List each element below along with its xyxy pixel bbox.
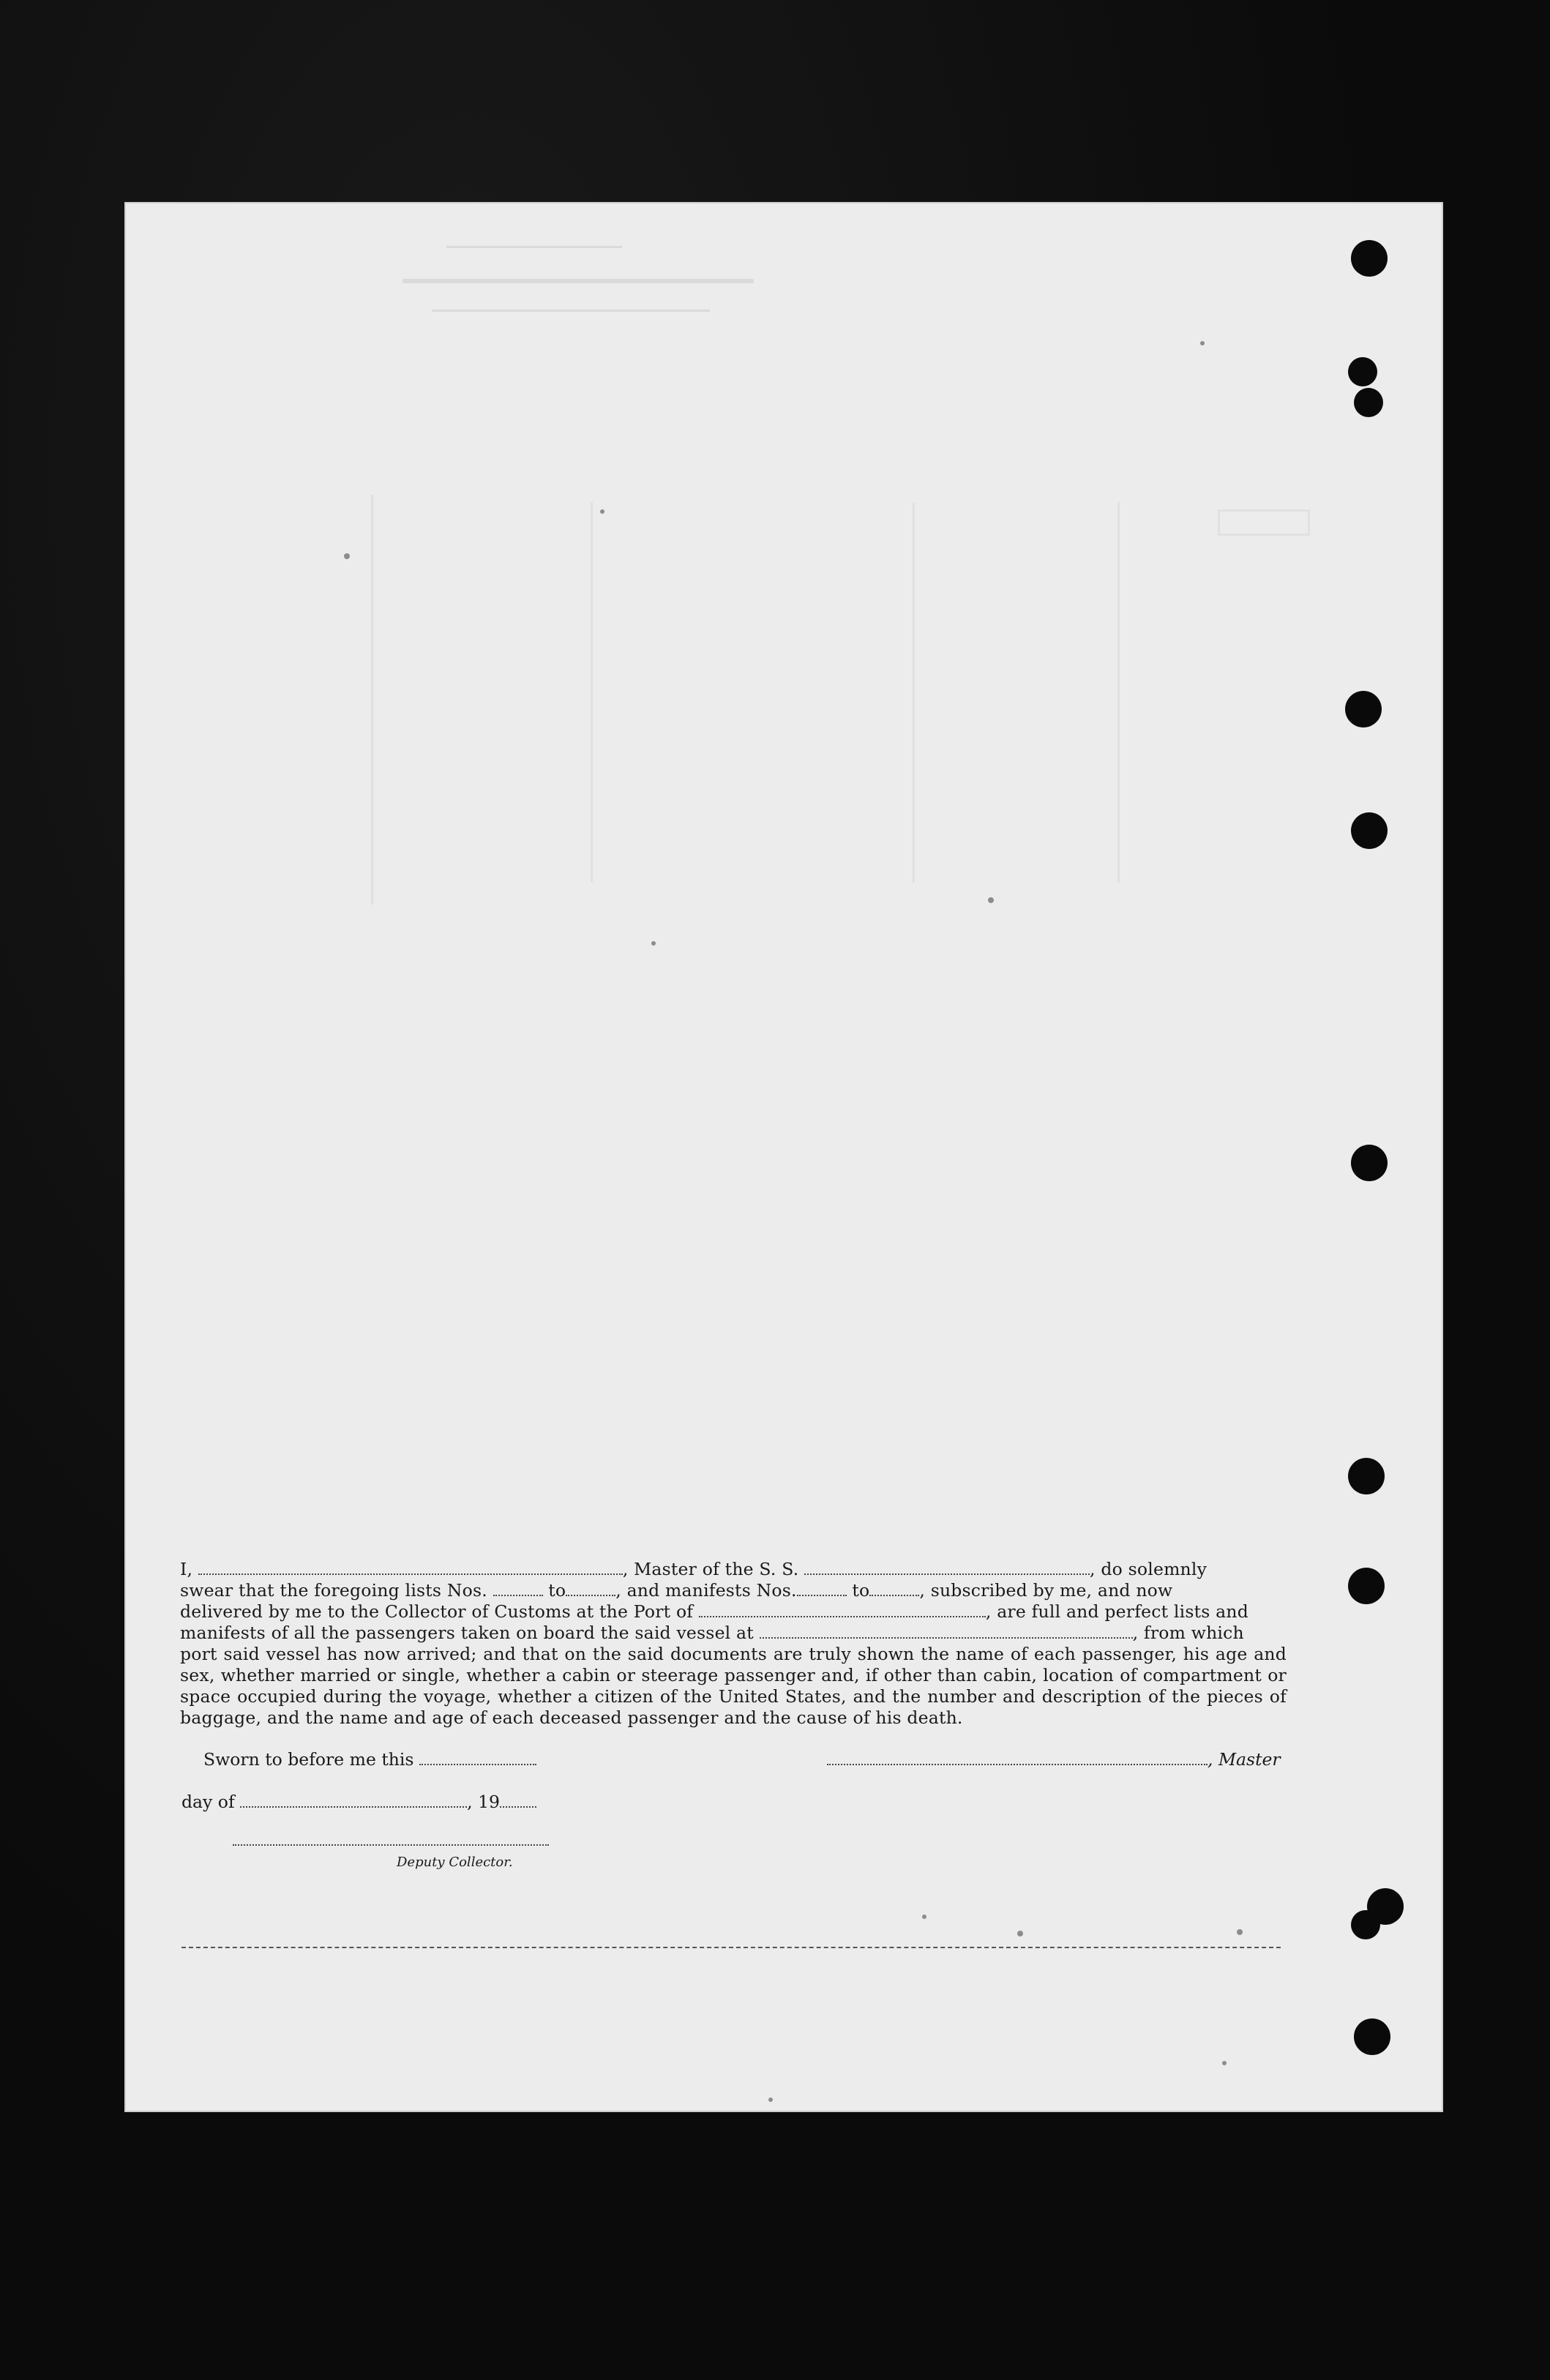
oath-line-2: swear that the foregoing lists Nos. to , and manifests Nos. to , subscribed by me, and now	[180, 1580, 1173, 1601]
vessel-name-blank	[804, 1560, 1090, 1575]
bottom-rule	[181, 1947, 1281, 1948]
dust-speck	[1017, 1931, 1023, 1936]
punch-hole-8	[1348, 1568, 1385, 1604]
deputy-signature-blank	[233, 1831, 549, 1846]
master-signature-blank	[827, 1751, 1208, 1765]
punch-hole-3	[1354, 388, 1383, 417]
bleed-through-header	[315, 246, 754, 334]
punch-hole-2	[1348, 357, 1377, 386]
sworn-line: Sworn to before me this	[203, 1749, 536, 1770]
master-signature-line: , Master	[827, 1749, 1281, 1770]
dust-speck	[1237, 1929, 1243, 1935]
dust-speck	[922, 1915, 926, 1919]
punch-hole-5	[1351, 812, 1388, 849]
dust-speck	[344, 553, 350, 559]
dust-speck	[988, 897, 994, 903]
oath-body-text: port said vessel has now arrived; and that on the said documents are truly shown the name of each passenger, his age and sex, whether married or single, whether a cabin or steerage passenger and, if other than cabin, location of compartment or space occupied during the voyage, whether a citizen of the United States, and the number and description of the pieces of baggage, and the name and age of each deceased passenger and the cause of his death.	[180, 1644, 1287, 1728]
year-blank	[500, 1793, 536, 1808]
dust-speck	[1200, 341, 1205, 345]
punch-hole-4	[1345, 691, 1382, 727]
oath-line-3: delivered by me to the Collector of Customs at the Port of , are full and perfect lists and	[180, 1601, 1248, 1622]
punch-hole-10	[1351, 1910, 1380, 1939]
punch-hole-6	[1351, 1145, 1388, 1181]
oath-line-4: manifests of all the passengers taken on board the said vessel at , from which	[180, 1623, 1244, 1643]
punch-hole-11	[1354, 2018, 1390, 2055]
sworn-date-blank	[419, 1751, 536, 1765]
deputy-collector-label: Deputy Collector.	[397, 1855, 513, 1870]
deputy-signature-line	[233, 1830, 549, 1850]
manifests-to-blank	[869, 1582, 919, 1596]
dust-speck	[768, 2098, 773, 2102]
port-blank	[699, 1603, 986, 1617]
lists-to-blank	[566, 1582, 615, 1596]
manifests-from-blank	[797, 1582, 847, 1596]
master-oath-paragraph	[180, 1559, 1287, 1729]
dust-speck	[651, 941, 656, 946]
day-of-month-blank	[240, 1793, 467, 1808]
dust-speck	[600, 509, 604, 514]
dust-speck	[1222, 2061, 1227, 2065]
departure-port-blank	[760, 1624, 1133, 1639]
punch-hole-7	[1348, 1458, 1385, 1494]
day-of-line: day of , 19	[181, 1792, 536, 1812]
bleed-through-table	[183, 495, 1325, 1109]
master-name-blank	[198, 1560, 623, 1575]
manifest-sheet	[124, 202, 1443, 2112]
punch-hole-1	[1351, 240, 1388, 277]
oath-line-1: I, , Master of the S. S. , do solemnly	[180, 1559, 1208, 1579]
lists-from-blank	[493, 1582, 543, 1596]
